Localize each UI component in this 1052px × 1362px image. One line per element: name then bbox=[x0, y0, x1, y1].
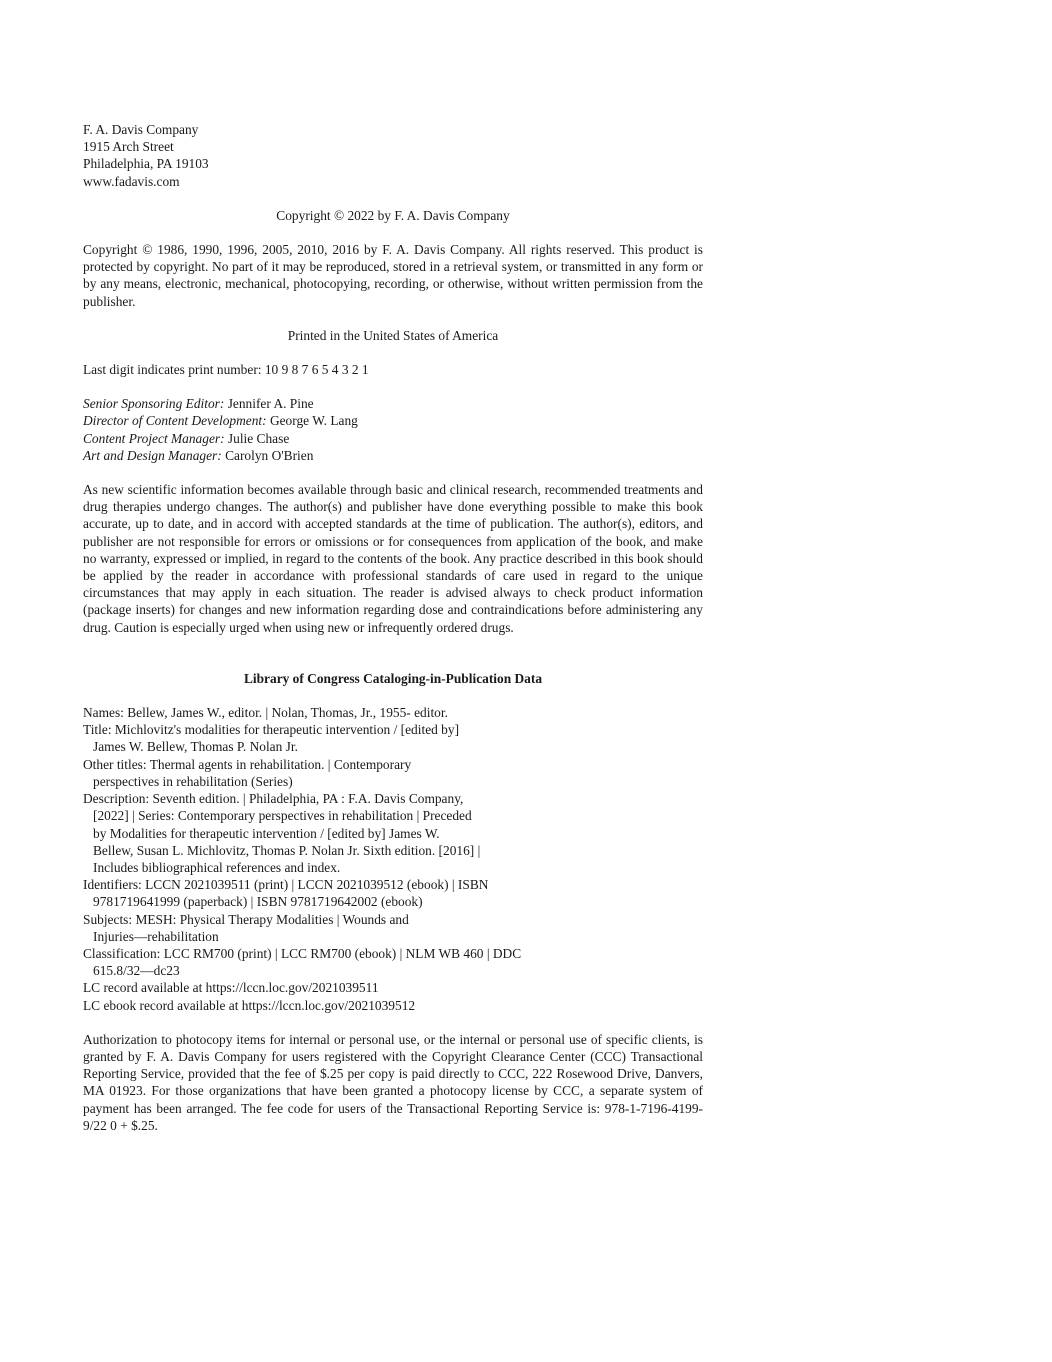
credit-project-manager bbox=[83, 430, 703, 447]
copyright-current: Copyright © 2022 by F. A. Davis Company bbox=[276, 207, 510, 223]
publisher-street: 1915 Arch Street bbox=[83, 139, 174, 155]
credit-role: Content Project Manager: bbox=[83, 430, 225, 446]
copyright-page bbox=[83, 121, 703, 1134]
publisher-city: Philadelphia, PA 19103 bbox=[83, 156, 209, 172]
credit-name: Jennifer A. Pine bbox=[224, 396, 314, 412]
copyright-notice: Copyright © 1986, 1990, 1996, 2005, 2010, 2016 by F. A. Davis Company. All rights reserved. This product is protected by copyright. No part of it may be reproduced, stored in a retrieval system, or transmitted in any form or by any means, electronic, mechanical, photocopying, recording, or otherwise, without written permission from the publisher. bbox=[83, 242, 703, 309]
credit-content-director bbox=[83, 412, 703, 429]
print-number: Last digit indicates print number: 10 9 8 7 6 5 4 3 2 1 bbox=[83, 362, 369, 378]
credit-role: Director of Content Development: bbox=[83, 413, 267, 429]
credit-name: Julie Chase bbox=[224, 430, 290, 446]
cip-line: by Modalities for therapeutic intervention / [edited by] James W. bbox=[93, 825, 440, 841]
cip-line: Description: Seventh edition. | Philadelphia, PA : F.A. Davis Company, bbox=[83, 791, 464, 807]
cip-line: Bellew, Susan L. Michlovitz, Thomas P. Nolan Jr. Sixth edition. [2016] | bbox=[93, 842, 481, 858]
printed-in: Printed in the United States of America bbox=[287, 327, 499, 343]
credit-senior-editor bbox=[83, 395, 703, 412]
cip-line: Identifiers: LCCN 2021039511 (print) | LCCN 2021039512 (ebook) | ISBN bbox=[83, 877, 489, 893]
cip-line: Classification: LCC RM700 (print) | LCC RM700 (ebook) | NLM WB 460 | DDC bbox=[83, 945, 522, 961]
credit-name: George W. Lang bbox=[266, 413, 358, 429]
cip-line: Other titles: Thermal agents in rehabilitation. | Contemporary bbox=[83, 756, 412, 772]
credit-role: Senior Sponsoring Editor: bbox=[83, 396, 225, 412]
publisher-website: www.fadavis.com bbox=[83, 173, 180, 189]
cip-line: Names: Bellew, James W., editor. | Nolan, Thomas, Jr., 1955- editor. bbox=[83, 705, 448, 721]
cip-line: James W. Bellew, Thomas P. Nolan Jr. bbox=[93, 739, 298, 755]
cip-line: [2022] | Series: Contemporary perspectives in rehabilitation | Preceded bbox=[93, 808, 472, 824]
cip-data bbox=[83, 704, 703, 1014]
cip-line: 615.8/32—dc23 bbox=[93, 963, 180, 979]
cip-heading: Library of Congress Cataloging-in-Publication Data bbox=[243, 670, 543, 686]
cip-line: LC ebook record available at https://lccn.loc.gov/2021039512 bbox=[83, 997, 416, 1013]
cip-line: Title: Michlovitz's modalities for therapeutic intervention / [edited by] bbox=[83, 722, 460, 738]
cip-line: 9781719641999 (paperback) | ISBN 9781719642002 (ebook) bbox=[93, 894, 423, 910]
credit-role: Art and Design Manager: bbox=[83, 447, 222, 463]
cip-line: Includes bibliographical references and index. bbox=[93, 859, 341, 875]
publisher-address bbox=[83, 121, 703, 190]
photocopy-authorization: Authorization to photocopy items for internal or personal use, or the internal or personal use of specific clients, is granted by F. A. Davis Company for users registered with the Copyright Clearance Center (CCC) Transactional Reporting Service, provided that the fee of $.25 per copy is paid directly to CCC, 222 Rosewood Drive, Danvers, MA 01923. For those organizations that have been granted a photocopy license by CCC, a separate system of payment has been arranged. The fee code for users of the Transactional Reporting Service is: 978-1-7196-4199-9/22 0 + $.25. bbox=[83, 1031, 703, 1133]
cip-line: Subjects: MESH: Physical Therapy Modalities | Wounds and bbox=[83, 911, 409, 927]
medical-disclaimer: As new scientific information becomes available through basic and clinical research, recommended treatments and drug therapies undergo changes. The author(s) and publisher have done everything possible to make this book accurate, up to date, and in accord with accepted standards at the time of publication. The author(s), editors, and publisher are not responsible for errors or omissions or for consequences from application of the book, and make no warranty, expressed or implied, in regard to the contents of the book. Any practice described in this book should be applied by the reader in accordance with professional standards of care used in regard to the unique circumstances that may apply in each situation. The reader is advised always to check product information (package inserts) for changes and new information regarding dose and contraindications before administering any drug. Caution is especially urged when using new or infrequently ordered drugs. bbox=[83, 482, 703, 635]
cip-line: LC record available at https://lccn.loc.gov/2021039511 bbox=[83, 980, 379, 996]
credits-list bbox=[83, 395, 703, 464]
cip-line: perspectives in rehabilitation (Series) bbox=[93, 773, 293, 789]
cip-line: Injuries—rehabilitation bbox=[93, 928, 219, 944]
credit-name: Carolyn O'Brien bbox=[221, 447, 314, 463]
credit-design-manager bbox=[83, 447, 703, 464]
publisher-name: F. A. Davis Company bbox=[83, 122, 199, 137]
